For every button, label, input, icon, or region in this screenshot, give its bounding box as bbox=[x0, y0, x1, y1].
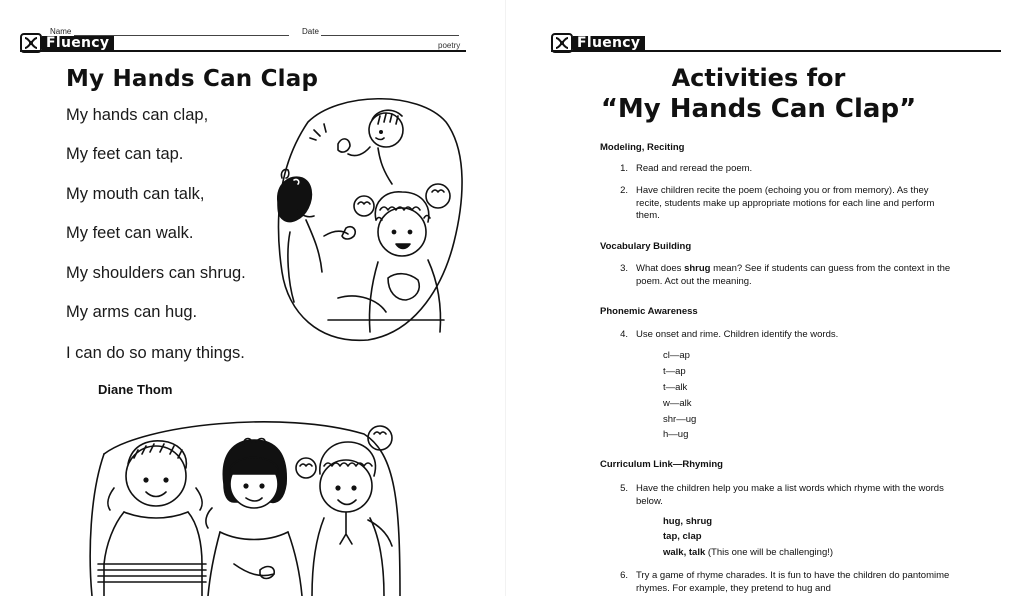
section-heading: Phonemic Awareness bbox=[600, 306, 698, 317]
activities-page bbox=[506, 0, 1011, 596]
item-number: 4. bbox=[620, 329, 628, 340]
poem-line: My shoulders can shrug. bbox=[66, 264, 246, 282]
poem-author: Diane Thom bbox=[98, 382, 173, 397]
activity-item bbox=[606, 163, 956, 176]
item-text: Have children recite the poem (echoing you or from memory). As they recite, students make up appropriate motions for each line and perform them. bbox=[636, 185, 935, 221]
item-text-part: mean? See if students can guess from the context in the poem. Act out the meaning. bbox=[636, 263, 951, 287]
rhyme-pair bbox=[663, 516, 712, 527]
rhyme-words: walk, talk bbox=[663, 547, 706, 558]
item-text: Have the children help you make a list words which rhyme with the words below. bbox=[636, 483, 944, 507]
vocab-word: shrug bbox=[684, 263, 711, 274]
poem-line: My feet can walk. bbox=[66, 224, 194, 242]
rhyme-note: (This one will be challenging!) bbox=[705, 547, 834, 558]
poem-line: My arms can hug. bbox=[66, 303, 198, 321]
item-text-part: What does bbox=[636, 263, 685, 274]
activity-item bbox=[606, 185, 956, 223]
rhyme-words: hug, shrug bbox=[663, 516, 713, 527]
poem-line: My hands can clap, bbox=[66, 106, 209, 124]
onset-rime-word: shr—ug bbox=[663, 414, 697, 425]
activity-item bbox=[606, 263, 956, 288]
onset-rime-word: cl—ap bbox=[663, 350, 690, 361]
item-text: Try a game of rhyme charades. It is fun to have the children do pantomime rhymes. For example, they pretend to hug and bbox=[636, 570, 950, 594]
date-blank bbox=[321, 28, 459, 36]
poem-page bbox=[0, 0, 505, 596]
poem-line: My mouth can talk, bbox=[66, 185, 205, 203]
three-children-illustration bbox=[84, 414, 404, 596]
item-text: Use onset and rime. Children identify the words. bbox=[636, 329, 839, 340]
section-heading: Vocabulary Building bbox=[600, 241, 692, 252]
rhyme-pair bbox=[663, 547, 833, 558]
item-number: 1. bbox=[620, 163, 628, 174]
activity-item bbox=[606, 570, 956, 595]
fluency-tag: Fluency bbox=[573, 36, 645, 51]
date-label: Date bbox=[302, 27, 319, 36]
onset-rime-word: w—alk bbox=[663, 398, 692, 409]
item-text bbox=[636, 263, 956, 288]
item-number: 5. bbox=[620, 483, 628, 494]
name-label: Name bbox=[50, 27, 72, 36]
onset-rime-word: h—ug bbox=[663, 429, 689, 440]
onset-rime-word: t—ap bbox=[663, 366, 686, 377]
fluency-tag: Fluency bbox=[42, 36, 114, 51]
item-number: 6. bbox=[620, 570, 628, 581]
poem-line: I can do so many things. bbox=[66, 344, 245, 362]
poem-title: My Hands Can Clap bbox=[66, 66, 319, 92]
item-text: Read and reread the poem. bbox=[636, 163, 753, 174]
activities-subtitle: “My Hands Can Clap” bbox=[600, 94, 917, 124]
activity-item bbox=[606, 483, 956, 508]
section-heading: Curriculum Link—Rhyming bbox=[600, 459, 723, 470]
item-number: 3. bbox=[620, 263, 628, 274]
item-number: 2. bbox=[620, 185, 628, 196]
header-rule bbox=[551, 50, 1001, 52]
page-tag: poetry bbox=[438, 41, 461, 50]
poem-line: My feet can tap. bbox=[66, 145, 184, 163]
clapping-children-illustration bbox=[268, 92, 472, 344]
rhyme-words: tap, clap bbox=[663, 531, 702, 542]
section-heading: Modeling, Reciting bbox=[600, 142, 685, 153]
date-field bbox=[302, 27, 459, 36]
activity-item bbox=[606, 329, 956, 342]
activities-title: Activities for bbox=[671, 64, 846, 92]
header-rule bbox=[20, 50, 466, 52]
onset-rime-word: t—alk bbox=[663, 382, 688, 393]
rhyme-pair bbox=[663, 531, 702, 542]
